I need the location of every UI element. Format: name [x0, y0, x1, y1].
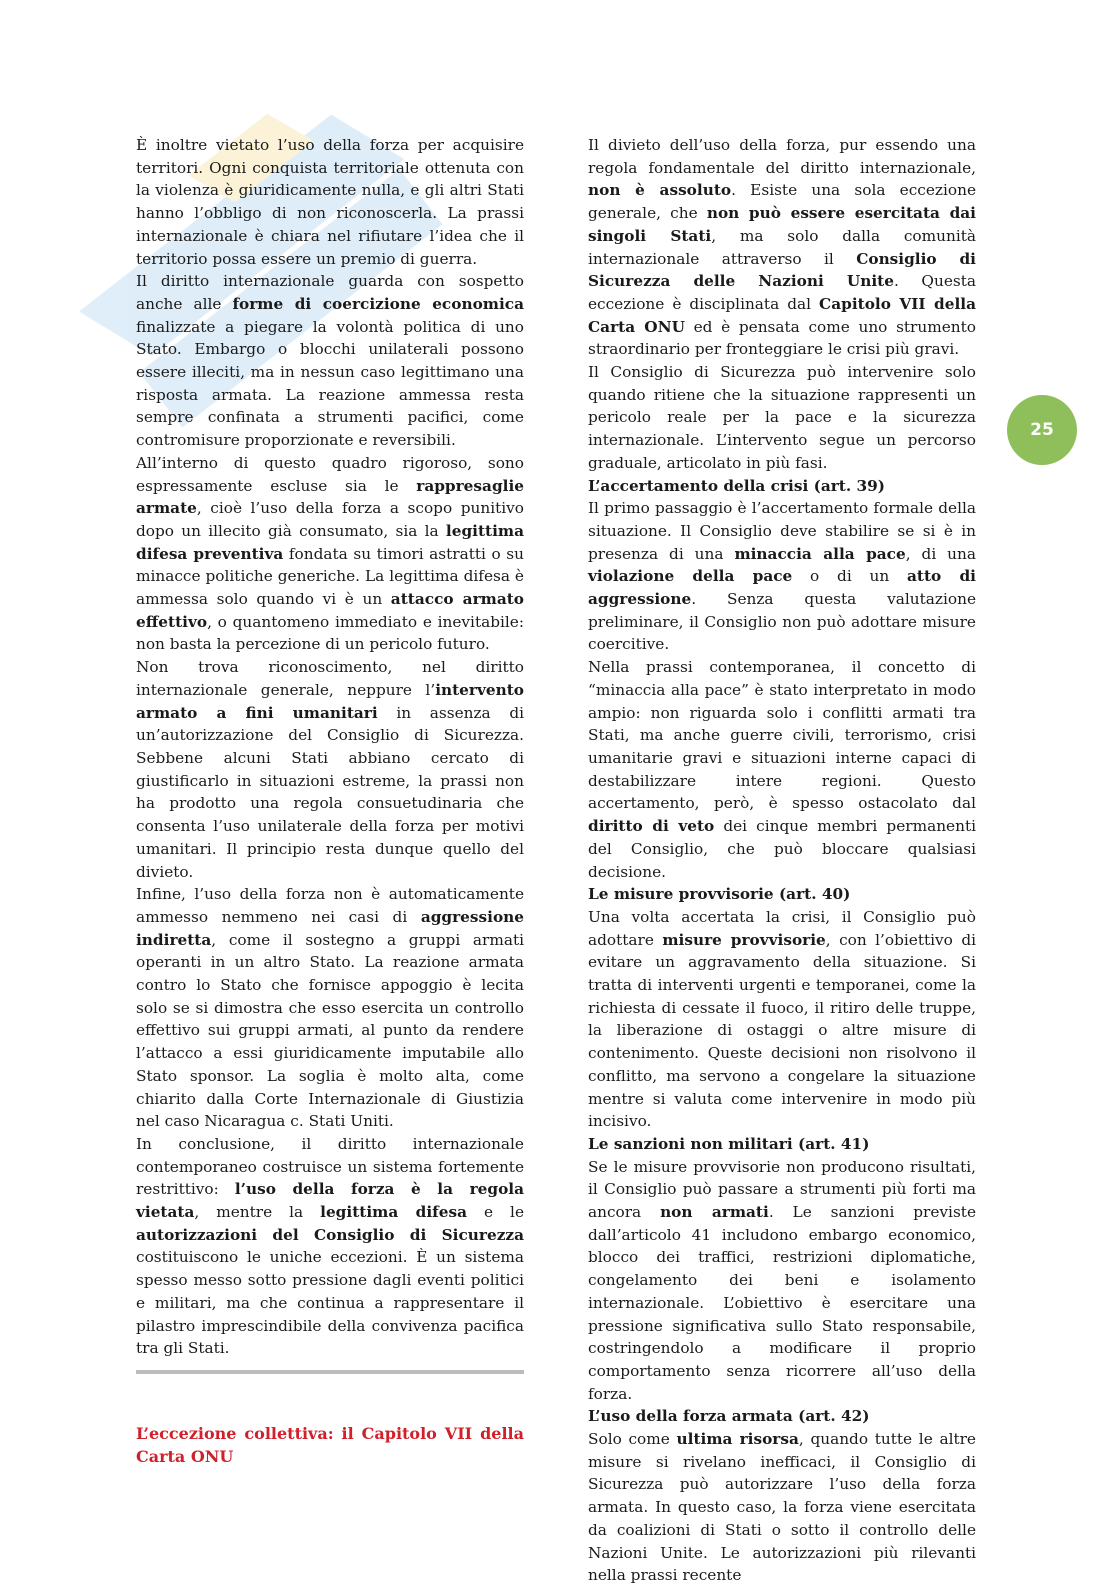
page-number-badge: 25 — [1007, 395, 1077, 465]
bold-text: atto di aggressione — [588, 567, 976, 609]
bold-text: non è assoluto — [588, 181, 732, 200]
bold-text: intervento armato a fini umanitari — [136, 680, 524, 722]
paragraph: Il primo passaggio è l’accertamento formale della situazione. Il Consiglio deve stabilire se si è in presenza di una minaccia alla pace, di una violazione della pace o di un atto di aggressione. Senza questa valutazione preliminare, il Consiglio non può adottare misure coercitive. — [588, 499, 976, 654]
paragraph: Non trova riconoscimento, nel diritto internazionale generale, neppure l’intervento armato a fini umanitari in assenza di un’autorizzazione del Consiglio di Sicurezza. Sebbene alcuni Stati abbiano cercato di giustificarlo in situazioni estreme, la prassi non ha prodotto una regola consuetudinaria che consenta l’uso unilaterale della forza per motivi umanitari. Il principio resta dunque quello del divieto. — [136, 658, 525, 881]
paragraph: Nella prassi contemporanea, il concetto di “minaccia alla pace” è stato interpretato in modo ampio: non riguarda solo i conflitti armati tra Stati, ma anche guerre civili, terrorismo, crisi umanitarie gravi e situazioni interne capaci di destabilizzare intere regioni. Questo accertamento, però, è spesso ostacolato dal diritto di veto dei cinque membri permanenti del Consiglio, che può bloccare qualsiasi decisione. — [588, 658, 976, 881]
section-title: L’eccezione collettiva: il Capitolo VII della Carta ONU — [136, 1423, 524, 1466]
paragraph: Una volta accertata la crisi, il Consiglio può adottare misure provvisorie, con l’obiettivo di evitare un aggravamento della situazione. Si tratta di interventi urgenti e temporanei, come la richiesta di cessate il fuoco, il ritiro delle truppe, la liberazione di ostaggi o altre misure di contenimento. Queste decisioni non risolvono il conflitto, ma servono a congelare la situazione mentre si valuta come intervenire in modo più incisivo. — [588, 907, 977, 1131]
section-divider — [136, 1370, 524, 1374]
paragraph: Il diritto internazionale guarda con sospetto anche alle forme di coercizione economica finalizzate a piegare la volontà politica di uno Stato. Embargo o blocchi unilaterali possono essere illeciti, ma in nessun caso legittimano una risposta armata. La reazione ammessa resta sempre confinata a strumenti pacifici, come contromisure proporzionate e reversibili. — [136, 272, 524, 450]
bold-text: non può essere esercitata dai singoli Stati — [588, 204, 976, 245]
paragraph: All’interno di questo quadro rigoroso, sono espressamente escluse sia le rappresaglie armate, cioè l’uso della forza a scopo punitivo dopo un illecito già consumato, sia la legittima difesa preventiva fondata su timori astratti o su minacce politiche generiche. La legittima difesa è ammessa solo quando vi è un attacco armato effettivo, o quantomeno immediato e inevitabile: non basta la percezione di un pericolo futuro. — [136, 453, 525, 654]
left-column — [136, 134, 524, 1468]
bold-text: aggressione indiretta — [136, 907, 524, 949]
subheading-art-40: Le misure provvisorie (art. 40) — [588, 885, 851, 904]
paragraph: Il Consiglio di Sicurezza può intervenire solo quando ritiene che la situazione rappresenti un pericolo reale per la pace e la sicurezza internazionale. L’intervento segue un percorso graduale, articolato in più fasi. — [588, 363, 976, 472]
bold-text: rappresaglie armate — [136, 476, 524, 518]
bold-text: minaccia alla pace — [734, 544, 906, 563]
bold-text: autorizzazioni del Consiglio di Sicurezza — [136, 1225, 524, 1244]
subheading-art-39: L’accertamento della crisi (art. 39) — [588, 476, 886, 495]
paragraph: Se le misure provvisorie non producono risultati, il Consiglio può passare a strumenti più forti ma ancora non armati. Le sanzioni previste dall’articolo 41 includono embargo economico, blocco dei traffici, restrizioni diplomatiche, congelamento dei beni e isolamento internazionale. L’obiettivo è esercitare una pressione significativa sullo Stato responsabile, costringendolo a modificare il proprio comportamento senza ricorrere all’uso della forza. — [588, 1157, 976, 1403]
paragraph: È inoltre vietato l’uso della forza per acquisire territori. Ogni conquista territoriale ottenuta con la violenza è giuridicamente nulla, e gli altri Stati hanno l’obbligo di non riconoscerla. La prassi internazionale è chiara nel rifiutare l’idea che il territorio possa essere un premio di guerra. — [136, 136, 524, 268]
paragraph: Infine, l’uso della forza non è automaticamente ammesso nemmeno nei casi di aggressione indiretta, come il sostegno a gruppi armati operanti in un altro Stato. La reazione armata contro lo Stato che fornisce appoggio è lecita solo se si dimostra che esso esercita un controllo effettivo sui gruppi armati, al punto da rendere l’attacco a essi giuridicamente imputabile allo Stato sponsor. La soglia è molto alta, come chiarito dalla Corte Internazionale di Giustizia nel caso Nicaragua c. Stati Uniti. — [136, 885, 524, 1131]
paragraph: In conclusione, il diritto internazionale contemporaneo costruisce un sistema fortemente restrittivo: l’uso della forza è la regola vietata, mentre la legittima difesa e le autorizzazioni del Consiglio di Sicurezza costituiscono le uniche eccezioni. È un sistema spesso messo sotto pressione dagli eventi politici e militari, ma che continua a rappresentare il pilastro imprescindibile della convivenza pacifica tra gli Stati. — [136, 1134, 524, 1358]
bold-text: non armati — [660, 1203, 769, 1222]
paragraph: Solo come ultima risorsa, quando tutte le altre misure si rivelano inefficaci, il Consiglio di Sicurezza può autorizzare l’uso della forza armata. In questo caso, la forza viene esercitata da coalizioni di Stati o sotto il controllo delle Nazioni Unite. Le autorizzazioni più rilevanti nella prassi recente — [588, 1430, 976, 1585]
bold-text: legittima difesa preventiva — [136, 521, 524, 563]
subheading-art-41: Le sanzioni non militari (art. 41) — [588, 1134, 870, 1153]
bold-text: diritto di veto — [588, 817, 715, 836]
bold-text: misure provvisorie — [662, 930, 826, 949]
bold-text: legittima difesa — [320, 1203, 468, 1222]
paragraph: Il divieto dell’uso della forza, pur essendo una regola fondamentale del diritto internazionale, non è assoluto. Esiste una sola eccezione generale, che non può essere esercitata dai singoli Stati, ma solo dalla comunità internazionale attraverso il Consiglio di Sicurezza delle Nazioni Unite. Questa eccezione è disciplinata dal Capitolo VII della Carta ONU ed è pensata come uno strumento straordinario per fronteggiare le crisi più gravi. — [588, 136, 977, 359]
right-column — [588, 134, 976, 1587]
bold-text: l’uso della forza è la regola vietata — [136, 1180, 524, 1222]
bold-text: Consiglio di Sicurezza delle Nazioni Unite — [588, 249, 976, 291]
subheading-art-42: L’uso della forza armata (art. 42) — [588, 1407, 870, 1426]
bold-text: Capitolo VII della Carta ONU — [588, 294, 977, 336]
bold-text: violazione della pace — [588, 567, 793, 586]
bold-text: attacco armato effettivo — [136, 590, 525, 631]
bold-text: ultima risorsa — [676, 1430, 799, 1449]
bold-text: forme di coercizione economica — [232, 294, 524, 313]
